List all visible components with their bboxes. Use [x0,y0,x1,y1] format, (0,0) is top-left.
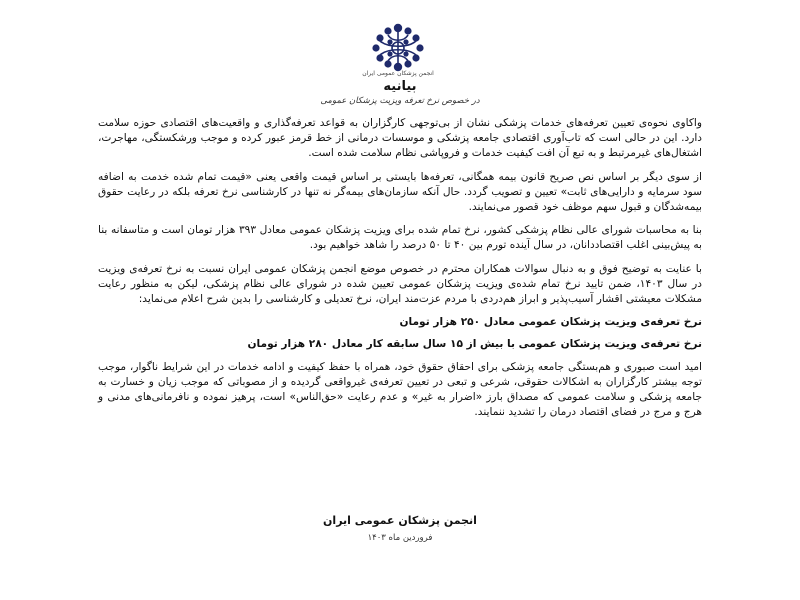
paragraph: بنا به محاسبات شورای عالی نظام پزشکی کشور، نرخ تمام شده برای ویزیت پزشکان عمومی معادل ۳۹۳ هزار تومان است و متاسفانه بنا به پیش‌بینی اغلب اقتصاددانان، در سال آینده تورم بین ۴۰ تا ۵۰ درصد را شاهد خواهیم بود. [98,224,702,252]
document-body [98,116,702,428]
document-subtitle: در خصوص نرخ تعرفه ویزیت پزشکان عمومی [320,96,480,106]
association-logo [358,18,438,76]
paragraph: با عنایت به توضیح فوق و به دنبال سوالات همکاران محترم در خصوص موضع انجمن پزشکان عمومی ایران نسبت به نرخ تعرفه‌ی ویزیت در سال ۱۴۰۳، ضمن تایید نرخ تمام شده‌ی ویزیت پزشکان عمومی تعیین شده در شورای عالی نظام پزشکی، لیکن به منظور رعایت مشکلات معیشتی اقشار آسیب‌پذیر و ابراز هم‌دردی با مردم عزت‌مند ایران، نرخ تعدیلی و کارشناسی را بدین شرح اعلام می‌نماید: [98,262,703,306]
paragraph: از سوی دیگر بر اساس نص صریح قانون بیمه همگانی، تعرفه‌ها بایستی بر اساس قیمت واقعی یعنی «قیمت تمام شده خدمت به اضافه سود سرمایه و دارایی‌های ثابت» تعیین و تصویب گردد. حال آنکه سازمان‌های بیمه‌گر نه تنها در کارشناسی نرخ تعرفه بلکه در رعایت حقوق بیمه‌شدگان و قبول سهم موظف خود قصور می‌نمایند. [98,170,702,214]
signature-org: انجمن پزشکان عمومی ایران [323,514,477,527]
document-title: بیانیه [383,79,417,94]
paragraph: واکاوی نحوه‌ی تعیین تعرفه‌های خدمات پزشکی نشان از بی‌توجهی کارگزاران به قواعد تعرفه‌گذاری و واقعیت‌های اقتصادی حوزه سلامت دارد. این در حالی است که تاب‌آوری اقتصادی جامعه پزشکی و موسسات درمانی از خط قرمز عبور کرده و موجب ورشکستگی، مهاجرت، اشتغال‌های غیرمرتبط و به تبع آن افت کیفیت خدمات و فروپاشی نظام سلامت شده است. [98,117,702,160]
closing-paragraph: امید است صبوری و هم‌بستگی جامعه پزشکی برای احقاق حقوق خود، همراه با حفظ کیفیت و ادامه خدمات در این شرایط ناگوار، موجب توجه بیشتر کارگزاران به اشکالات حقوقی، شرعی و تبعی در تعیین تعرفه‌ی غیرواقعی گردیده و از مصوباتی که موجب زیان و خسارت به جامعه پزشکی و سلامت عمومی که مصداق بارز «اضرار به غیر» و عدم رعایت «حق‌الناس» است، پرهیز نموده و نافرمانی‌های مدنی و هرج و مرج در فضای اقتصاد درمان را تشدید ننمایند. [98,360,702,419]
logo-caption: انجمن پزشکان عمومی ایران [362,70,434,77]
tariff-declaration: نرخ تعرفه‌ی ویزیت پزشکان عمومی معادل ۲۵۰ هزار تومان [399,316,702,329]
tariff-declaration: نرخ تعرفه‌ی ویزیت پزشکان عمومی با بیش از ۱۵ سال سابقه کار معادل ۲۸۰ هزار تومان [247,338,702,351]
signature-date: فروردین ماه ۱۴۰۳ [367,533,433,543]
iranian-medical-association-seal-icon [358,18,438,76]
